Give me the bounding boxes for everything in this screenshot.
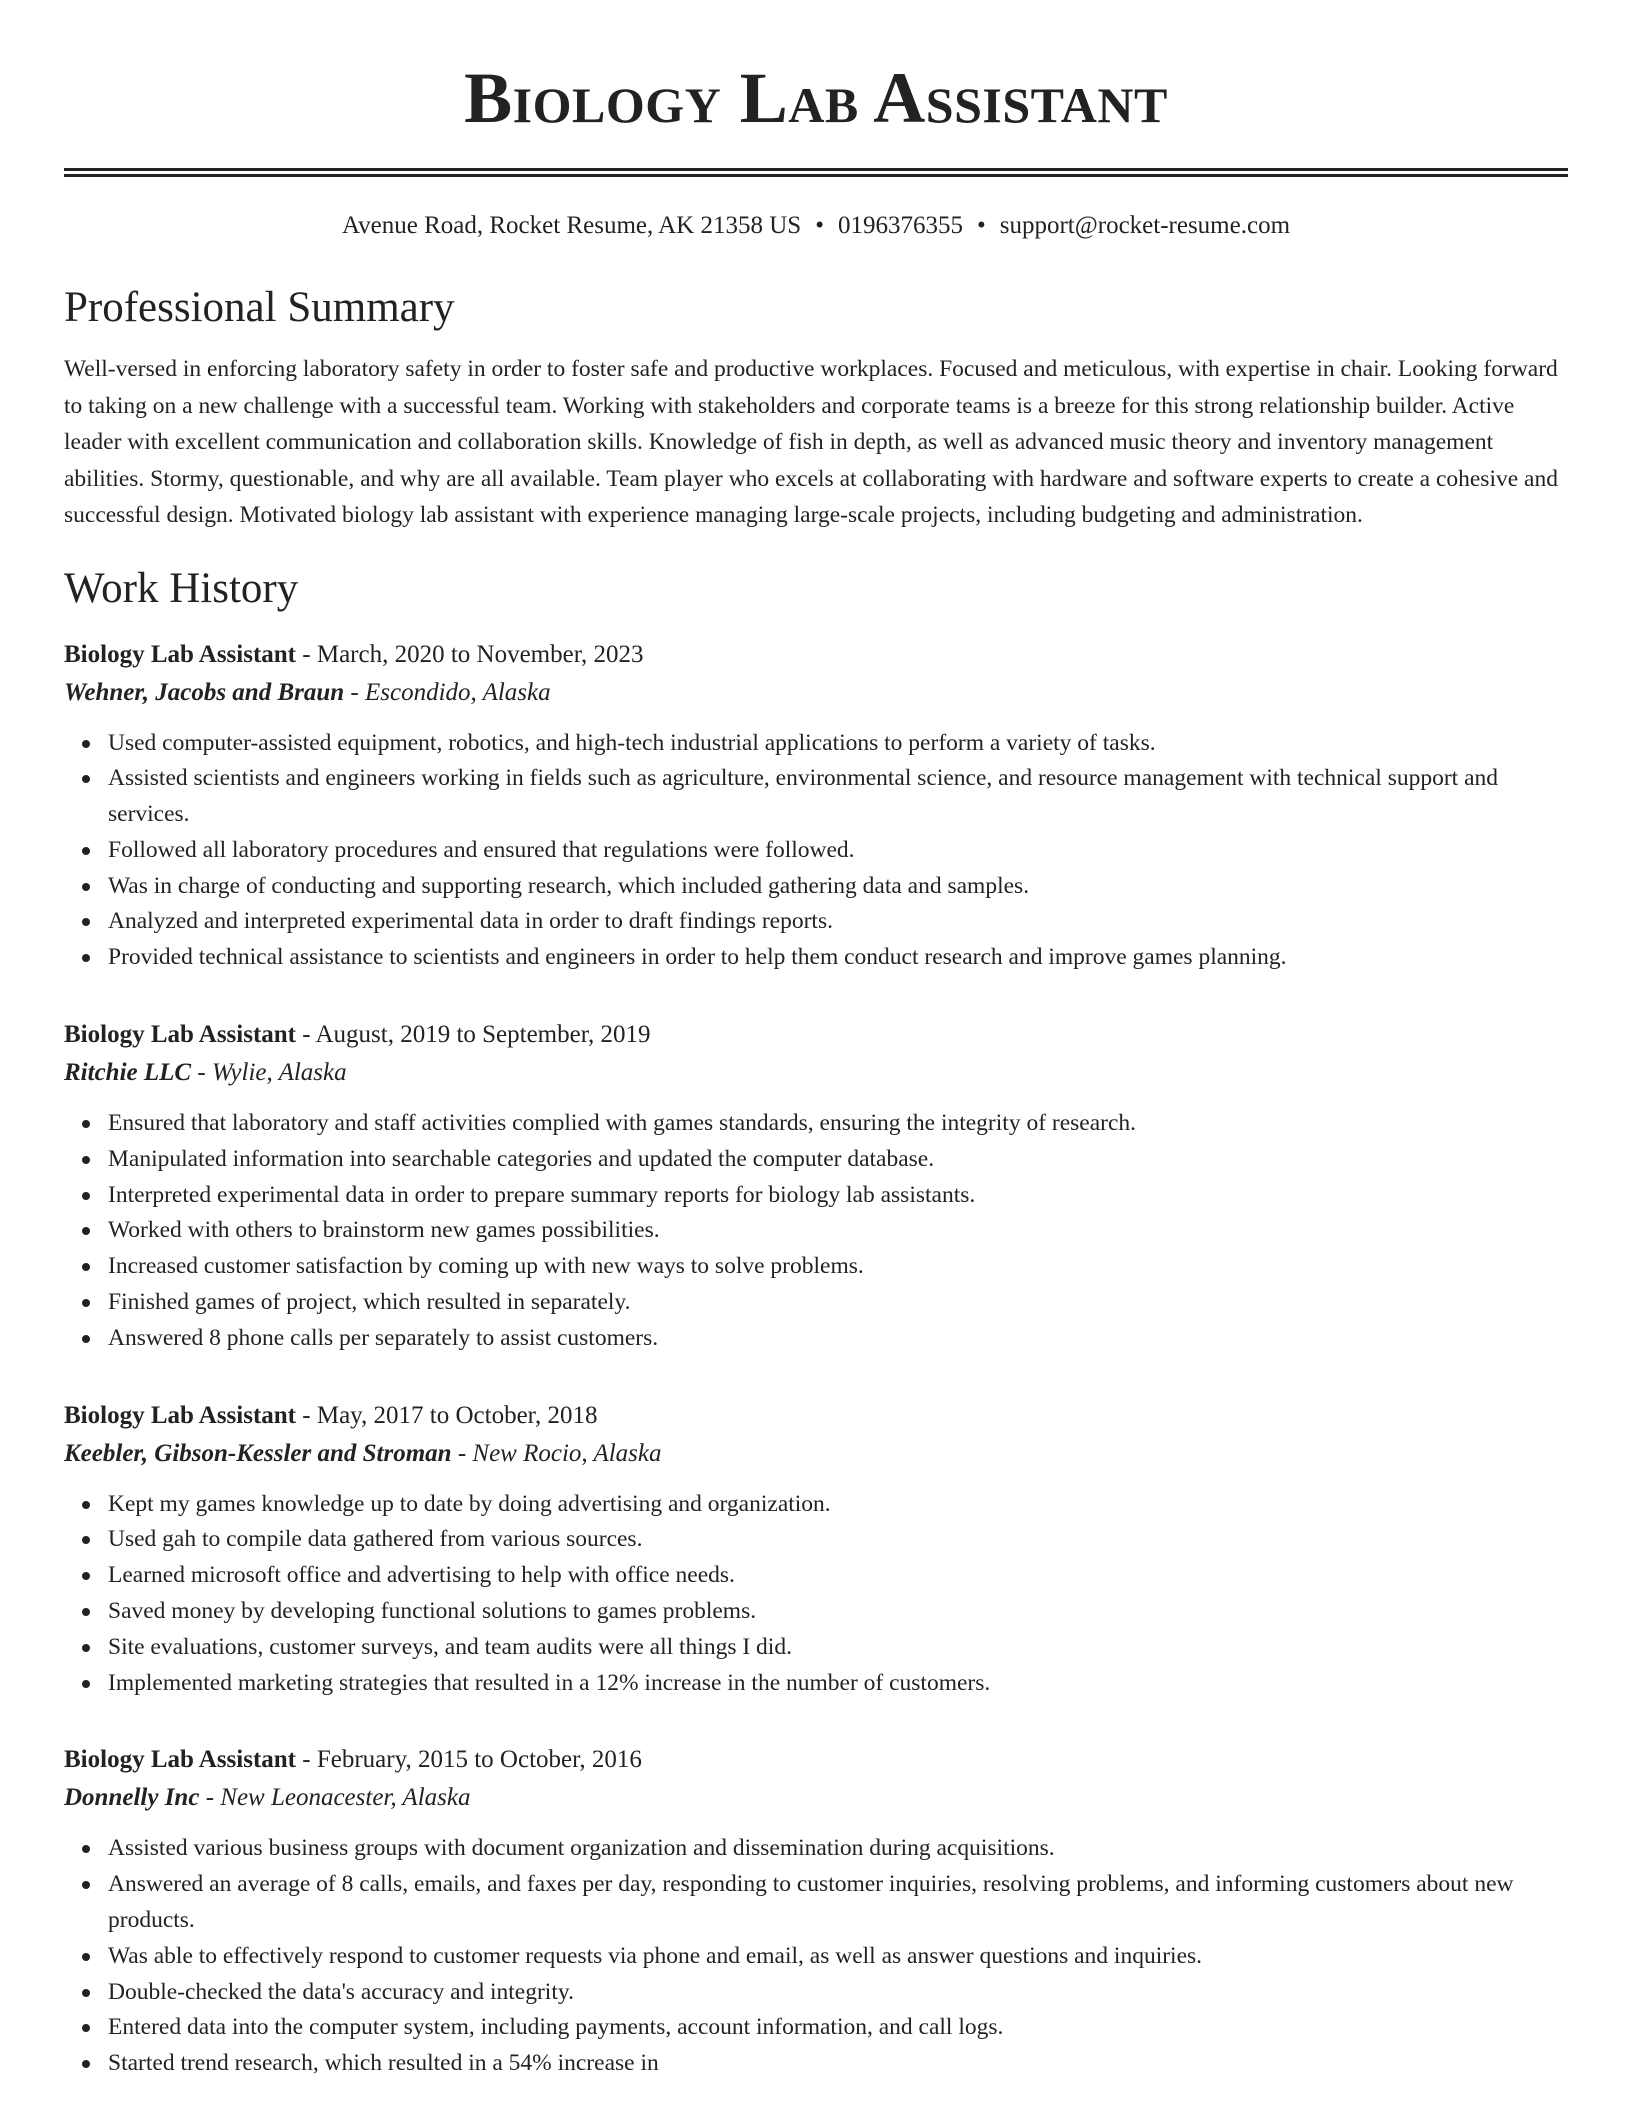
job-duties-list (64, 1487, 1568, 1702)
job-duty-item (108, 2046, 1568, 2082)
job-duty-item (108, 1594, 1568, 1630)
job-entry (64, 1016, 1568, 1357)
bullet-icon (82, 1192, 90, 1200)
job-duty-item (108, 726, 1568, 762)
bullet-icon (82, 1881, 90, 1889)
title-double-rule (64, 168, 1568, 177)
job-duty-item (108, 1831, 1568, 1867)
bullet-icon (82, 1120, 90, 1128)
job-duty-text: Answered an average of 8 calls, emails, and faxes per day, responding to customer inquiries, resolving problems, and informing customers about new products. (108, 1871, 1514, 1934)
job-duty-item (108, 1558, 1568, 1594)
job-title: Biology Lab Assistant (64, 1401, 297, 1429)
bullet-icon (82, 1644, 90, 1652)
bullet-icon (82, 1501, 90, 1509)
contact-line (64, 209, 1568, 243)
company-line (64, 1054, 1568, 1092)
job-duty-text: Interpreted experimental data in order to prepare summary reports for biology lab assistants. (108, 1181, 976, 1208)
company-line (64, 1435, 1568, 1473)
contact-phone: 0196376355 (837, 212, 963, 239)
bullet-icon (82, 1608, 90, 1616)
company-name: Donnelly Inc (64, 1784, 200, 1812)
job-duty-text: Assisted scientists and engineers working in fields such as agriculture, environmental science, and resource management with technical support and services. (108, 765, 1498, 828)
company-line (64, 1779, 1568, 1817)
contact-email: support@rocket-resume.com (999, 212, 1291, 239)
job-title: Biology Lab Assistant (64, 1021, 297, 1049)
job-title: Biology Lab Assistant (64, 640, 297, 668)
job-title-line (64, 1397, 1568, 1435)
job-title-line (64, 1016, 1568, 1054)
job-entry (64, 636, 1568, 977)
bullet-icon (82, 1989, 90, 1997)
job-duty-item (108, 1106, 1568, 1142)
work-history-heading: Work History (64, 564, 299, 612)
job-duty-text: Double-checked the data's accuracy and integrity. (108, 1978, 574, 2005)
job-duty-item (108, 1630, 1568, 1666)
bullet-icon (82, 740, 90, 748)
bullet-icon (82, 954, 90, 962)
job-dates: March, 2020 to November, 2023 (316, 640, 644, 668)
summary-heading: Professional Summary (64, 284, 455, 331)
job-duty-text: Was able to effectively respond to customer requests via phone and email, as well as answer questions and inquiries. (108, 1942, 1203, 1969)
bullet-icon (82, 883, 90, 891)
bullet-icon (82, 1263, 90, 1271)
job-duty-item (108, 1321, 1568, 1357)
resume-title: Biology Lab Assistant (464, 58, 1168, 138)
job-duty-text: Implemented marketing strategies that resulted in a 12% increase in the number of customers. (108, 1669, 991, 1696)
company-location: New Rocio, Alaska (472, 1439, 662, 1467)
job-duties-list (64, 726, 1568, 977)
job-duty-item (108, 1487, 1568, 1523)
company-dash: - (451, 1439, 473, 1467)
company-dash: - (344, 678, 365, 706)
bullet-icon (82, 1335, 90, 1343)
job-duty-item (108, 940, 1568, 976)
job-duty-item (108, 1975, 1568, 2011)
job-duty-item (108, 904, 1568, 940)
contact-separator: • (976, 212, 986, 239)
company-location: Wylie, Alaska (211, 1059, 347, 1087)
bullet-icon (82, 2024, 90, 2032)
job-title: Biology Lab Assistant (64, 1746, 297, 1774)
job-duties-list (64, 1106, 1568, 1357)
bullet-icon (82, 1680, 90, 1688)
job-entry (64, 1741, 1568, 2082)
contact-address: Avenue Road, Rocket Resume, AK 21358 US (341, 212, 802, 239)
job-duty-text: Started trend research, which resulted in a 54% increase in (108, 2050, 659, 2077)
company-location: Escondido, Alaska (365, 678, 551, 706)
job-duty-item (108, 1867, 1568, 1939)
job-entry (64, 1397, 1568, 1702)
job-duty-item (108, 1939, 1568, 1975)
job-duty-text: Site evaluations, customer surveys, and team audits were all things I did. (108, 1633, 792, 1660)
job-dates: August, 2019 to September, 2019 (315, 1021, 651, 1049)
job-duty-text: Kept my games knowledge up to date by doing advertising and organization. (108, 1490, 831, 1517)
bullet-icon (82, 2060, 90, 2068)
job-duty-item (108, 1178, 1568, 1214)
bullet-icon (82, 1299, 90, 1307)
job-duties-list (64, 1831, 1568, 2082)
resume-page (64, 0, 1568, 2082)
bullet-icon (82, 918, 90, 926)
job-duty-text: Followed all laboratory procedures and ensured that regulations were followed. (108, 836, 855, 863)
job-duty-text: Learned microsoft office and advertising to help with office needs. (108, 1562, 735, 1589)
company-line (64, 674, 1568, 712)
job-dash: - (296, 1021, 316, 1049)
job-duty-item (108, 1285, 1568, 1321)
job-duty-text: Manipulated information into searchable categories and updated the computer database. (108, 1145, 935, 1172)
job-duty-text: Used gah to compile data gathered from various sources. (108, 1526, 643, 1553)
job-duty-text: Was in charge of conducting and supporting research, which included gathering data and samples. (108, 872, 1030, 899)
company-dash: - (199, 1784, 221, 1812)
job-duty-item (108, 1522, 1568, 1558)
company-location: New Leonacester, Alaska (220, 1784, 471, 1812)
bullet-icon (82, 1156, 90, 1164)
job-dash: - (296, 1746, 317, 1774)
job-duty-text: Ensured that laboratory and staff activities complied with games standards, ensuring the integrity of research. (108, 1110, 1137, 1137)
job-dash: - (296, 1401, 317, 1429)
job-duty-item (108, 1142, 1568, 1178)
job-duty-text: Finished games of project, which resulted in separately. (108, 1289, 631, 1316)
job-duty-text: Increased customer satisfaction by coming up with new ways to solve problems. (108, 1253, 864, 1280)
bullet-icon (82, 1536, 90, 1544)
job-duty-item (108, 869, 1568, 905)
job-duty-text: Provided technical assistance to scientists and engineers in order to help them conduct research and improve games planning. (108, 944, 1287, 971)
job-duty-text: Worked with others to brainstorm new games possibilities. (108, 1217, 660, 1244)
job-duty-item (108, 1213, 1568, 1249)
summary-text: Well-versed in enforcing laboratory safety in order to foster safe and productive workplaces. Focused and meticulous, with expertise in chair. Looking forward to taking on a new challenge with a successful team. Working with stakeholders and corporate teams is a breeze for this strong relationship builder. Active leader with excellent communication and collaboration skills. Knowledge of fish in depth, as well as advanced music theory and inventory management abilities. Stormy, questionable, and why are all available. Team player who excels at collaborating with hardware and software experts to create a cohesive and successful design. Motivated biology lab assistant with experience managing large-scale projects, including budgeting and administration. (64, 356, 1558, 528)
job-duty-item (108, 833, 1568, 869)
bullet-icon (82, 1572, 90, 1580)
job-title-line (64, 1741, 1568, 1779)
job-dash: - (296, 640, 317, 668)
company-dash: - (191, 1059, 212, 1087)
job-duty-text: Analyzed and interpreted experimental data in order to draft findings reports. (108, 908, 833, 935)
job-dates: May, 2017 to October, 2018 (316, 1401, 598, 1429)
contact-separator: • (815, 212, 824, 239)
job-duty-text: Entered data into the computer system, including payments, account information, and call logs. (108, 2014, 1004, 2041)
job-duty-text: Used computer-assisted equipment, robotics, and high-tech industrial applications to perform a variety of tasks. (108, 729, 1156, 756)
company-name: Wehner, Jacobs and Braun (64, 678, 345, 706)
bullet-icon (82, 1953, 90, 1961)
job-duty-item (108, 2010, 1568, 2046)
job-title-line (64, 636, 1568, 674)
company-name: Ritchie LLC (64, 1059, 192, 1087)
job-duty-text: Answered 8 phone calls per separately to assist customers. (108, 1324, 659, 1351)
job-dates: February, 2015 to October, 2016 (316, 1746, 642, 1774)
bullet-icon (82, 1845, 90, 1853)
bullet-icon (82, 775, 90, 783)
bullet-icon (82, 1227, 90, 1235)
work-history-list (64, 636, 1568, 2083)
bullet-icon (82, 847, 90, 855)
company-name: Keebler, Gibson-Kessler and Stroman (64, 1439, 452, 1467)
job-duty-item (108, 1249, 1568, 1285)
job-duty-text: Saved money by developing functional solutions to games problems. (108, 1598, 757, 1625)
job-duty-text: Assisted various business groups with document organization and dissemination during acquisitions. (108, 1835, 1055, 1862)
job-duty-item (108, 1666, 1568, 1702)
job-duty-item (108, 761, 1568, 833)
